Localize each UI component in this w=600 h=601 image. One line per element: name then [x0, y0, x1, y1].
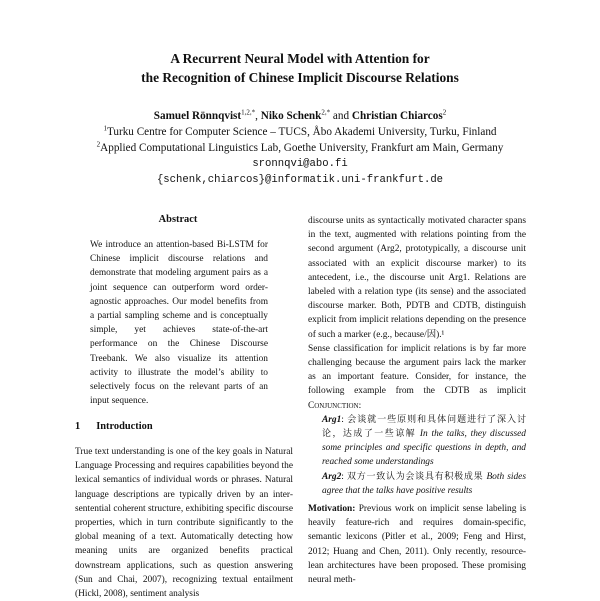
author-separator: and: [330, 110, 352, 122]
motivation-label: Motivation:: [308, 504, 356, 515]
introduction-body: True text understanding is one of the key goals in Natural Language Processing and requires capabilities beyond the lexical semantics of individual words or phrases. Natural language descriptions are typically driven by an inter-sentential coherent structure, exhibiting specific discourse properties, which in turn contribute significantly to the global meaning of a text. Automatically detecting how meaning units are organized benefits practical downstream applications, such as question answering (Sun and Chai, 2007), recognizing textual entailment (Hickl, 2008), sentiment analysis: [75, 447, 293, 600]
author-block: [40, 108, 560, 188]
abstract-heading: Abstract: [158, 214, 198, 225]
paper-title: [40, 49, 560, 87]
right-column: [308, 214, 526, 587]
title-line-1: A Recurrent Neural Model with Attention for: [170, 51, 430, 66]
arg-label: Arg2: [322, 471, 342, 482]
motivation-paragraph: [308, 502, 526, 587]
author-name: Christian Chiarcos: [351, 110, 443, 122]
paragraph: discourse units as syntactically motivated character spans in the text, augmented with relations pointing from the second argument (Arg2, prototypically, a discourse unit associated with an explicit discourse marker) to its antecedent, i.e., the discourse unit Arg1. Relations are labeled with a relation type (its sense) and the associated discourse marker. Both, PDTB and CDTB, distinguish explicit from implicit relations depending on the presence of such a marker (e.g., because/因).¹: [308, 216, 526, 340]
example-arg2: [308, 470, 526, 498]
author-email[interactable]: sronnqvi@abo.fi: [252, 158, 348, 170]
translation: In the talks, they discussed some principles and specific questions in depth, and reached some understandings: [322, 429, 526, 468]
section-title: Introduction: [96, 421, 153, 432]
chinese-text: 双方一致认为会谈具有积极成果: [346, 471, 484, 482]
title-line-2: the Recognition of Chinese Implicit Discourse Relations: [141, 70, 459, 85]
author-affil-mark: 1,2,*: [241, 108, 256, 117]
abstract-body: We introduce an attention-based Bi-LSTM for Chinese implicit discourse relations and demonstrate that modeling argument pairs as a joint sequence can outperform word order-agnostic approaches. Our model benefits from a partial sampling scheme and is conceptually simple, yet achieves state-of-the-art performance on the Chinese Discourse Treebank. We also visualize its attention activity to illustrate the model’s ability to selectively focus on the relevant parts of an input sequence.: [90, 240, 268, 407]
affiliation: [40, 140, 560, 156]
paragraph-text: Sense classification for implicit relations is by far more challenging because the argument pairs lack the marker as an important feature. Consider, for instance, the following example from the CDTB as implicit: [308, 343, 526, 397]
author-name: Samuel Rönnqvist: [153, 110, 242, 122]
author-affil-mark: 2,*: [321, 108, 331, 117]
arg-separator: :: [341, 414, 344, 425]
translation: Both sides agree that the talks have positive results: [322, 471, 526, 496]
affiliation: [40, 124, 560, 140]
affiliation-mark: 2: [96, 140, 101, 149]
section-heading-introduction: [75, 421, 169, 432]
paragraph-text: :: [358, 400, 362, 411]
example-arg1: [308, 413, 526, 470]
author-affil-mark: 2: [442, 108, 447, 117]
author-email[interactable]: {schenk,chiarcos}@informatik.uni-frankfurt.de: [156, 174, 444, 186]
relation-sense: Conjunction: [308, 400, 359, 411]
author-name: Niko Schenk: [260, 110, 322, 122]
affiliation-mark: 1: [103, 124, 107, 133]
author-separator: ,: [255, 110, 261, 122]
arg-label: Arg1: [322, 414, 342, 425]
affiliation-text: Applied Computational Linguistics Lab, Goethe University, Frankfurt am Main, Germany: [100, 142, 504, 154]
motivation-text: Previous work on implicit sense labeling is heavily feature-rich and requires domain-specific, semantic lexicons (Pitler et al., 2009; Feng and Hirst, 2012; Huang and Chen, 2011). Only recently, resource-lean architectures have been proposed. These promising neural meth-: [308, 504, 526, 586]
author-list: [40, 108, 560, 124]
affiliation-text: Turku Centre for Computer Science – TUCS, Åbo Akademi University, Turku, Finland: [106, 126, 497, 138]
section-number: 1: [75, 421, 81, 432]
paragraph: [308, 342, 526, 413]
chinese-text: 会谈就一些原则和具体问题进行了深入讨论，达成了一些谅解: [322, 414, 526, 440]
arg-separator: :: [341, 471, 344, 482]
